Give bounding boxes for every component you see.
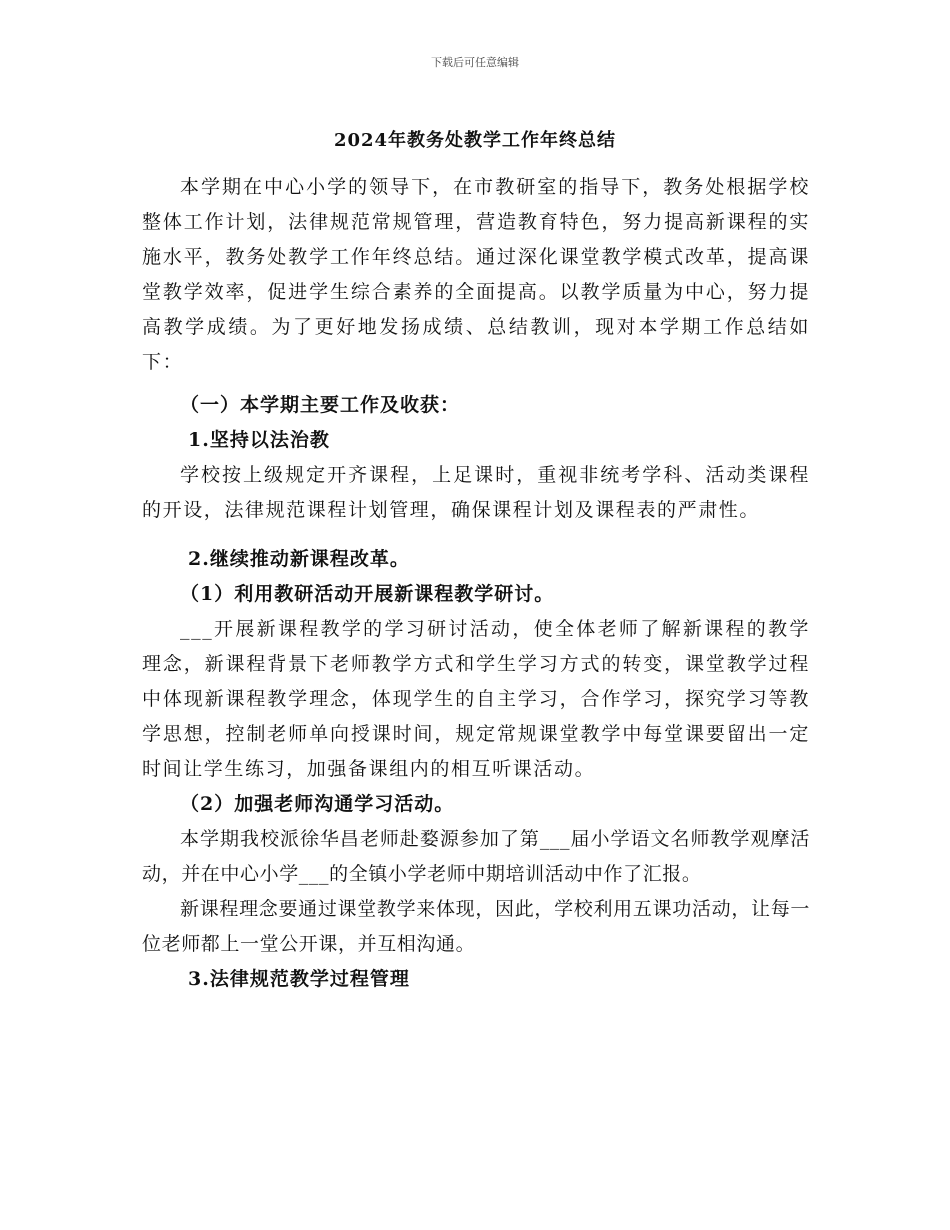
intro-paragraph: 本学期在中心小学的领导下，在市教研室的指导下，教务处根据学校整体工作计划，法律规范常规管理，营造教育特色，努力提高新课程的实施水平，教务处教学工作年终总结。通过深化课堂教学模式改革，提高课堂教学效率，促进学生综合素养的全面提高。以教学质量为中心，努力提高教学成绩。为了更好地发扬成绩、总结教训，现对本学期工作总结如下： [142,176,810,373]
item-2-1-heading: （1）利用教研活动开展新课程教学研讨。 [180,583,555,605]
item-2-1-paragraph: ___开展新课程教学的学习研讨活动，使全体老师了解新课程的教学理念，新课程背景下老师教学方式和学生学习方式的转变，课堂教学过程中体现新课程教学理念，体现学生的自主学习，合作学习，探究学习等教学思想，控制老师单向授课时间，规定常规课堂教学中每堂课要留出一定时间让学生练习，加强备课组内的相互听课活动。 [142,618,810,780]
item-1-heading: 1.坚持以法治教 [188,429,330,451]
item-2-2-heading: （2）加强老师沟通学习活动。 [180,793,455,815]
document-body [142,170,810,997]
item-1-paragraph: 学校按上级规定开齐课程，上足课时，重视非统考学科、活动类课程的开设，法律规范课程计划管理，确保课程计划及课程表的严肃性。 [142,464,810,521]
page-title: 2024年教务处教学工作年终总结 [333,130,617,151]
section-1-heading: （一）本学期主要工作及收获： [180,394,461,416]
item-2-2-paragraph-2: 新课程理念要通过课堂教学来体现，因此，学校利用五课功活动，让每一位老师都上一堂公开课，并互相沟通。 [142,898,810,955]
item-3-heading: 3.法律规范教学过程管理 [188,968,410,990]
item-2-2-paragraph-1: 本学期我校派徐华昌老师赴婺源参加了第___届小学语文名师教学观摩活动，并在中心小学___的全镇小学老师中期培训活动中作了汇报。 [142,828,810,885]
item-2-heading: 2.继续推动新课程改革。 [188,548,410,570]
header-note: 下载后可任意编辑 [431,56,519,69]
